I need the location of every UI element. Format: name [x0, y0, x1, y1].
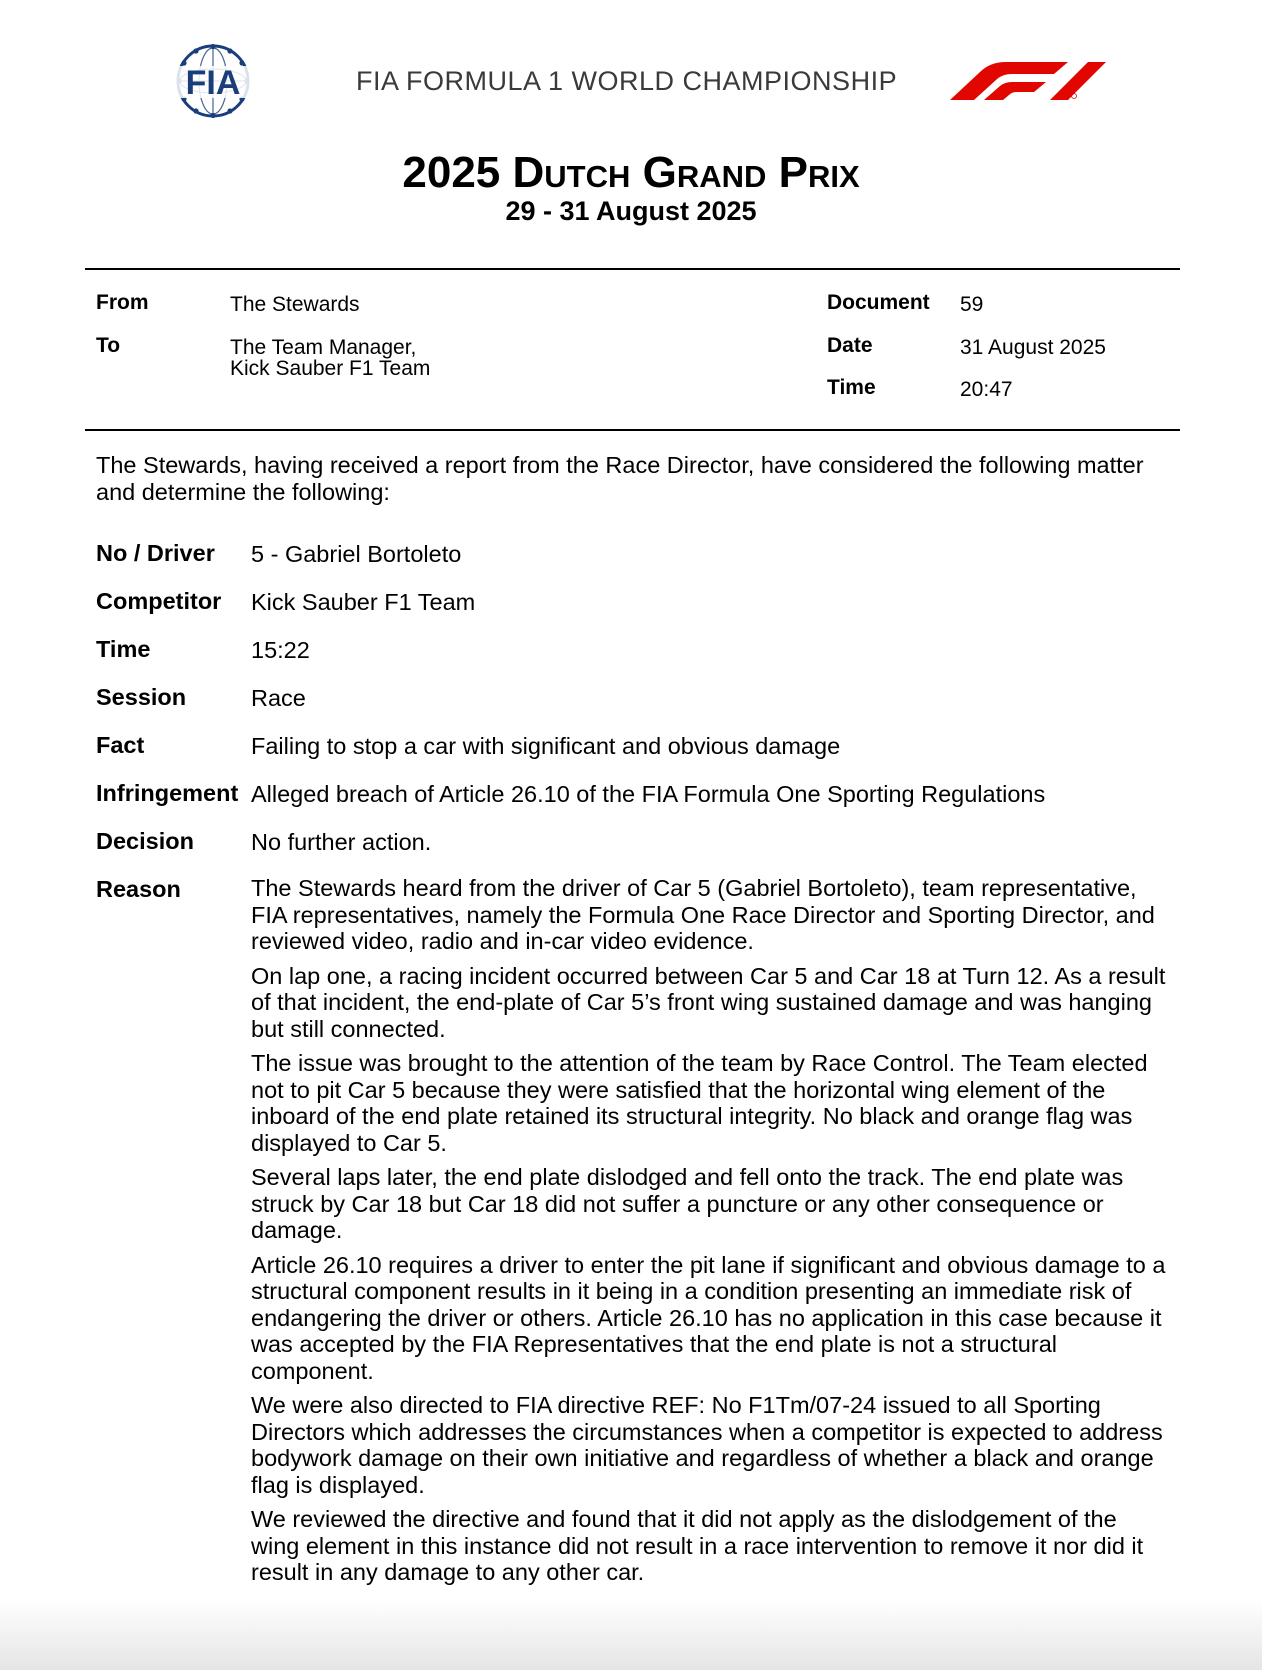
- reason-body: [251, 875, 1171, 1594]
- decision-label: Decision: [96, 828, 194, 854]
- to-value-line1: The Team Manager,: [230, 336, 417, 359]
- event-title-year: 2025: [402, 148, 501, 197]
- event-title-name: Dutch Grand Prix: [512, 148, 860, 197]
- session-value: Race: [251, 685, 306, 711]
- date-label: Date: [827, 334, 873, 357]
- reason-paragraph: The issue was brought to the attention of the team by Race Control. The Team elected not to pit Car 5 because they were satisfied that the horizontal wing element of the inboard of the end plate retained its structural integrity. No black and orange flag was displayed to Car 5.: [251, 1050, 1148, 1156]
- to-label: To: [96, 334, 121, 357]
- document-value: 59: [960, 293, 984, 316]
- competitor-label: Competitor: [96, 588, 222, 614]
- reason-paragraph: We were also directed to FIA directive REF: No F1Tm/07-24 issued to all Sporting Directors which addresses the circumstances when a competitor is expected to address bodywork damage on their own initiative and regardless of whether a black and orange flag is displayed.: [251, 1392, 1163, 1498]
- page-bottom-shadow: [0, 1600, 1262, 1670]
- reason-paragraph: Article 26.10 requires a driver to enter the pit lane if significant and obvious damage to a structural component results in it being in a condition presenting an immediate risk of endangering the driver or others. Article 26.10 has no application in this case because it was accepted by the FIA Representatives that the end plate is not a structural component.: [251, 1251, 1166, 1384]
- document-label: Document: [827, 291, 930, 314]
- date-value: 31 August 2025: [960, 336, 1106, 359]
- header-divider-top: [85, 268, 1180, 270]
- driver-value: 5 - Gabriel Bortoleto: [251, 541, 462, 567]
- reason-paragraph: On lap one, a racing incident occurred between Car 5 and Car 18 at Turn 12. As a result of that incident, the end-plate of Car 5’s front wing sustained damage and was hanging but still connected.: [251, 962, 1166, 1042]
- time-field-value: 15:22: [251, 637, 310, 663]
- to-value-line2: Kick Sauber F1 Team: [230, 357, 431, 380]
- session-label: Session: [96, 684, 187, 710]
- fact-label: Fact: [96, 732, 145, 758]
- reason-label: Reason: [96, 876, 181, 902]
- header-divider-bottom: [85, 429, 1180, 431]
- fia-logo: [160, 44, 266, 118]
- infringement-value: Alleged breach of Article 26.10 of the FIA Formula One Sporting Regulations: [251, 781, 1046, 807]
- f1-logo-icon: [950, 56, 1106, 102]
- reason-paragraph: We reviewed the directive and found that it did not apply as the dislodgement of the wing element in this instance did not result in a race intervention to remove it nor did it result in any damage to any other car.: [251, 1506, 1144, 1585]
- championship-title: FIA FORMULA 1 WORLD CHAMPIONSHIP: [356, 66, 898, 96]
- from-value: The Stewards: [230, 293, 360, 316]
- fia-logo-text: FIA: [185, 64, 241, 102]
- from-label: From: [96, 291, 149, 314]
- reason-paragraph: The Stewards heard from the driver of Car 5 (Gabriel Bortoleto), team representative, FIA representatives, namely the Formula One Race Director and Sporting Director, and reviewed video, radio and in-car video evidence.: [251, 875, 1155, 954]
- time-label: Time: [827, 376, 876, 399]
- intro-paragraph: The Stewards, having received a report from the Race Director, have considered the following matter and determine the following:: [96, 452, 1144, 505]
- event-title: [0, 148, 1262, 198]
- time-value: 20:47: [960, 378, 1013, 401]
- time-field-label: Time: [96, 636, 151, 662]
- reason-paragraph: Several laps later, the end plate dislodged and fell onto the track. The end plate was struck by Car 18 but Car 18 did not suffer a puncture or any other consequence or damage.: [251, 1164, 1124, 1243]
- fact-value: Failing to stop a car with significant and obvious damage: [251, 733, 841, 759]
- infringement-label: Infringement: [96, 780, 239, 806]
- event-dates: 29 - 31 August 2025: [505, 196, 757, 226]
- driver-label: No / Driver: [96, 540, 215, 566]
- decision-value: No further action.: [251, 829, 432, 855]
- competitor-value: Kick Sauber F1 Team: [251, 589, 476, 615]
